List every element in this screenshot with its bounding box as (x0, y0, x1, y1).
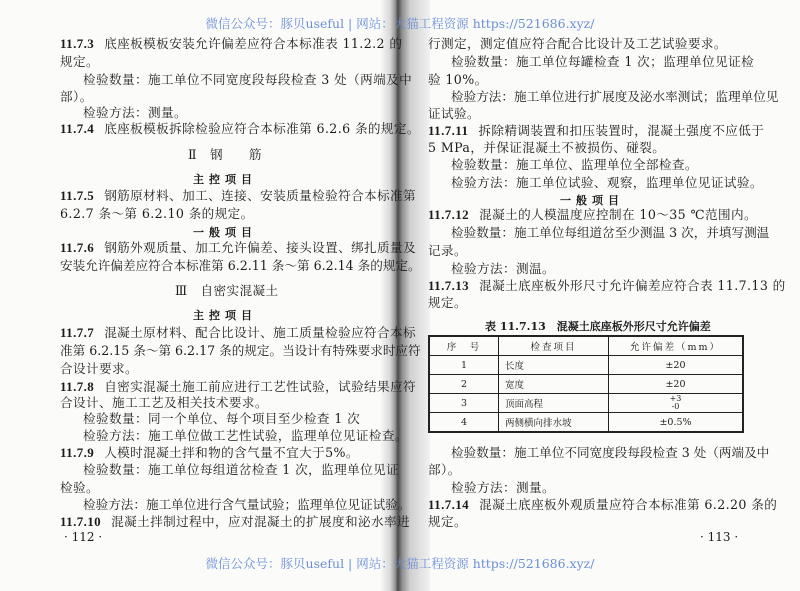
cell-index: 1 (429, 356, 499, 375)
text-line: 检验数量：施工单位每组道岔至少测温 3 次，并填写测温 (451, 225, 770, 240)
cell-index: 4 (429, 413, 499, 433)
text-line: 检验数量：施工单位不同宽度段每段检查 3 处（两端及中 (83, 72, 413, 87)
text-line: 合设计要求。 (60, 361, 138, 376)
page-number-left: · 112 · (64, 530, 103, 544)
table-row (429, 356, 743, 375)
clause-11-7-4: 11.7.4 底座板模板拆除检验应符合本标准第 6.2.6 条的规定。 (60, 121, 420, 136)
clause-11-7-3: 11.7.3 底座板模板安装允许偏差应符合本标准表 11.2.2 的 (60, 36, 403, 51)
tolerance-upper: +3 (669, 393, 682, 403)
column-header: 序 号 (429, 336, 499, 356)
text-line: 检验数量：施工单位不同宽度段每段检查 3 处（两端及中 (451, 445, 770, 460)
clause-11-7-10: 11.7.10 混凝土拌制过程中，应对混凝土的扩展度和泌水率进 (60, 514, 410, 529)
section-heading-scc: Ⅲ 自密实混凝土 (175, 283, 279, 298)
clause-11-7-7: 11.7.7 混凝土原材料、配合比设计、施工质量检验应符合本标 (60, 325, 417, 340)
clause-11-7-14: 11.7.14 混凝土底座板外观质量应符合本标准第 6.2.20 条的 (428, 497, 778, 512)
table-row (429, 375, 743, 394)
text-line: 规定。 (428, 295, 467, 310)
text-line: 检验方法：施工单位进行含气量试验；监理单位见证试验。 (83, 497, 411, 512)
text-line: 部）。 (428, 462, 461, 477)
cell-item: 宽度 (499, 375, 609, 394)
text-line: 准第 6.2.15 条～第 6.2.17 条的规定。当设计有特殊要求时应符 (60, 343, 421, 358)
tolerance-table (428, 335, 744, 433)
clause-11-7-11: 11.7.11 拆除精调装置和扣压装置时，混凝土强度不应低于 (428, 123, 765, 138)
text-line: 记录。 (428, 243, 467, 258)
text-line: 6.2.7 条～第 6.2.10 条的规定。 (60, 206, 254, 221)
text-line: 部）。 (60, 89, 93, 104)
text-line: 5 MPa，并保证混凝土不被损伤、碰裂。 (428, 140, 666, 155)
page-number-right: · 113 · (700, 530, 739, 544)
subheading-main-control: 主控项目 (193, 173, 257, 186)
subheading-main-control: 主控项目 (193, 309, 257, 322)
section-heading-rebar: Ⅱ 钢 筋 (188, 147, 262, 162)
clause-11-7-12: 11.7.12 混凝土的人模温度应控制在 10～35 ℃范围内。 (428, 207, 757, 222)
text-line: 检验方法：施工单位做工艺性试验，监理单位见证检查。 (83, 428, 408, 443)
clause-11-7-5: 11.7.5 钢筋原材料、加工、连接、安装质量检验符合本标准第 (60, 188, 417, 203)
clause-11-7-6: 11.7.6 钢筋外观质量、加工允许偏差、接头设置、绑扎质量及 (60, 240, 417, 255)
text-line: 规定。 (428, 514, 467, 529)
text-line: 检验方法：施工单位试验、观察，监理单位见证试验。 (451, 175, 763, 190)
cell-tolerance: ±20 (609, 356, 744, 375)
text-line: 检验数量：施工单位每组道岔检查 1 次，监理单位见证 (83, 462, 400, 477)
text-line: 检验数量：同一个单位、每个项目至少检查 1 次 (83, 411, 361, 426)
text-line: 行测定，测定值应符合配合比设计及工艺试验要求。 (428, 36, 727, 51)
cell-item: 长度 (499, 356, 609, 375)
column-header: 检查项目 (499, 336, 609, 356)
table-row (429, 394, 743, 413)
clause-11-7-9: 11.7.9 人模时混凝土拌和物的含气量不宜大于5%。 (60, 445, 359, 460)
table-caption: 表 11.7.13 混凝土底座板外形尺寸允许偏差 (485, 320, 711, 333)
cell-tolerance: ±0.5% (609, 413, 744, 433)
subheading-general: 一般项目 (560, 194, 624, 207)
text-line: 检验方法：施工单位进行扩展度及泌水率测试；监理单位见 (451, 89, 779, 104)
tolerance-lower: -0 (671, 401, 680, 411)
text-line: 检验方法：测量。 (83, 105, 187, 120)
watermark-top: 微信公众号：豚贝useful | 网站：大猫工程资源 https://521686.xyz/ (205, 16, 595, 31)
text-line: 检验。 (60, 480, 99, 495)
text-line: 安装允许偏差应符合本标准第 6.2.11 条～第 6.2.14 条的规定。 (60, 258, 421, 273)
text-line: 检验方法：测量。 (451, 480, 555, 495)
text-line: 规定。 (60, 54, 99, 69)
text-line: 检验数量：施工单位每罐检查 1 次；监理单位见证检 (451, 54, 755, 69)
cell-item: 顶面高程 (499, 394, 609, 413)
cell-item: 两侧横向排水坡 (499, 413, 609, 433)
cell-index: 3 (429, 394, 499, 413)
column-header: 允许偏差（mm） (609, 336, 744, 356)
watermark-bottom: 微信公众号：豚贝useful | 网站：大猫工程资源 https://521686.xyz/ (205, 556, 595, 571)
cell-tolerance: ±20 (609, 375, 744, 394)
clause-11-7-8: 11.7.8 自密实混凝土施工前应进行工艺性试验，试验结果应符 (60, 379, 417, 394)
subheading-general: 一般项目 (193, 226, 257, 239)
clause-11-7-13: 11.7.13 混凝土底座板外形尺寸允许偏差应符合表 11.7.13 的 (428, 278, 786, 293)
cell-tolerance (609, 394, 744, 413)
text-line: 验 10%。 (428, 72, 488, 87)
table-header-row (429, 336, 743, 356)
text-line: 检验方法：测温。 (451, 261, 555, 276)
text-line: 检验数量：施工单位、监理单位全部检查。 (451, 157, 698, 172)
text-line: 合设计、施工工艺及相关技术要求。 (60, 395, 268, 410)
text-line: 证试验。 (428, 106, 480, 121)
cell-index: 2 (429, 375, 499, 394)
table-row (429, 413, 743, 433)
